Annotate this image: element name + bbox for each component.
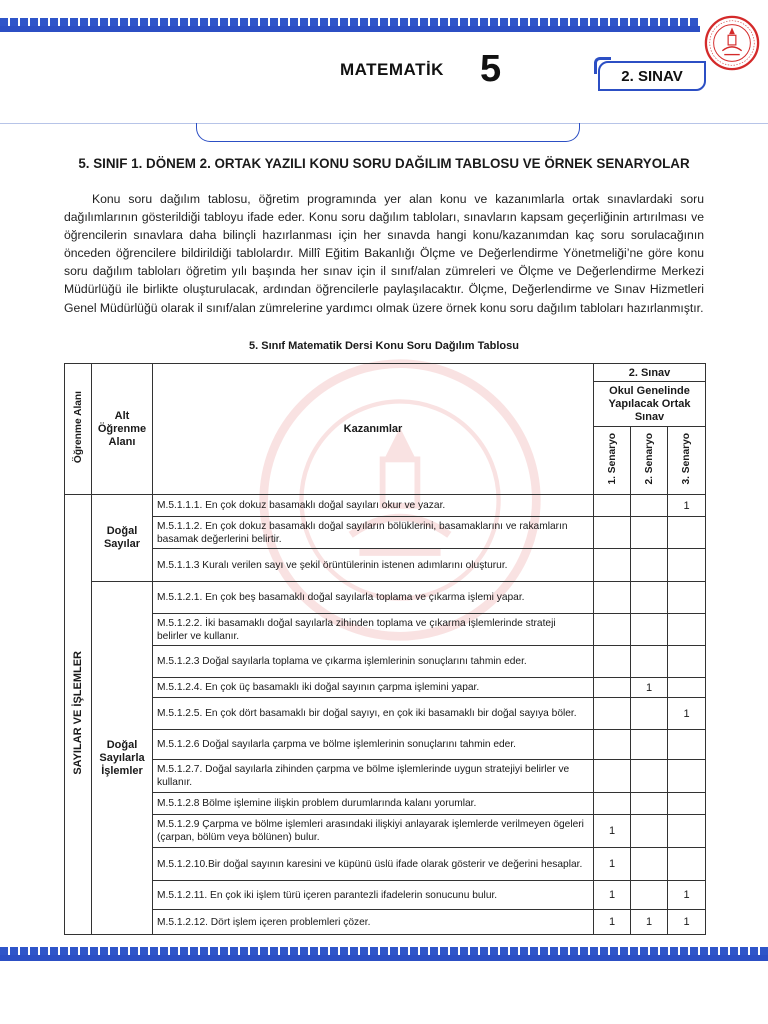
scenario-3-cell — [668, 760, 706, 793]
scenario-3-cell — [668, 815, 706, 848]
subarea-dogal-sayilarla-islemler: Doğal Sayılarla İşlemler — [92, 582, 153, 935]
header-scenario-1: 1. Senaryo — [594, 427, 631, 495]
header-exam-sub: Okul Genelinde Yapılacak Ortak Sınav — [594, 382, 706, 427]
scenario-3-cell — [668, 646, 706, 678]
scenario-3-cell — [668, 614, 706, 646]
scenario-2-cell: 1 — [631, 678, 668, 698]
header-tab-curve — [196, 123, 580, 142]
scenario-1-cell: 1 — [594, 881, 631, 910]
table-row — [65, 678, 706, 698]
scenario-1-cell: 1 — [594, 910, 631, 935]
scenario-2-cell: 1 — [631, 910, 668, 935]
scenario-2-cell — [631, 549, 668, 582]
kazanim-cell: M.5.1.2.5. En çok dört basamaklı bir doğal sayıyı, en çok iki basamaklı bir doğal sayıya böler. — [153, 698, 594, 730]
scenario-2-cell — [631, 698, 668, 730]
scenario-3-cell: 1 — [668, 495, 706, 517]
scenario-2-cell — [631, 646, 668, 678]
kazanim-cell: M.5.1.1.2. En çok dokuz basamaklı doğal sayıların bölüklerini, basamaklarını ve rakamların basamak değerlerini belirtir. — [153, 517, 594, 549]
table-row — [65, 815, 706, 848]
kazanim-cell: M.5.1.2.6 Doğal sayılarla çarpma ve bölme işlemlerinin sonuçlarını tahmin eder. — [153, 730, 594, 760]
header-scenario-3: 3. Senaryo — [668, 427, 706, 495]
scenario-1-cell — [594, 646, 631, 678]
kazanim-cell: M.5.1.2.2. İki basamaklı doğal sayılarla zihinden toplama ve çıkarma işlemlerinde strateji belirler ve kullanır. — [153, 614, 594, 646]
title-row — [0, 48, 768, 92]
table-title: 5. Sınıf Matematik Dersi Konu Soru Dağılım Tablosu — [249, 340, 519, 352]
scenario-1-cell — [594, 614, 631, 646]
table-row — [65, 549, 706, 582]
scenario-3-cell — [668, 793, 706, 815]
scenario-2-cell — [631, 815, 668, 848]
scenario-3-cell — [668, 517, 706, 549]
top-decorative-band — [0, 18, 700, 32]
kazanim-cell: M.5.1.2.1. En çok beş basamaklı doğal sayılarla toplama ve çıkarma işlemi yapar. — [153, 582, 594, 614]
table-row — [65, 848, 706, 881]
kazanim-cell: M.5.1.2.9 Çarpma ve bölme işlemleri arasındaki ilişkiyi anlayarak işlemlerde verilmeyen ögeleri (çarpan, bölüm veya bölünen) bulur. — [153, 815, 594, 848]
scenario-1-cell: 1 — [594, 848, 631, 881]
scenario-2-cell — [631, 793, 668, 815]
scenario-3-cell — [668, 848, 706, 881]
header-alt-ogrenme-alani: Alt Öğrenme Alanı — [92, 364, 153, 495]
table-row — [65, 582, 706, 614]
header-scenario-2: 2. Senaryo — [631, 427, 668, 495]
scenario-3-cell — [668, 678, 706, 698]
scenario-2-cell — [631, 495, 668, 517]
kazanim-cell: M.5.1.2.10.Bir doğal sayının karesini ve küpünü üslü ifade olarak gösterir ve değerini hesaplar. — [153, 848, 594, 881]
scenario-2-cell — [631, 881, 668, 910]
scenario-1-cell: 1 — [594, 815, 631, 848]
area-cell: SAYILAR VE İŞLEMLER — [65, 495, 92, 935]
scenario-3-cell — [668, 582, 706, 614]
header-ogrenme-alani: Öğrenme Alanı — [65, 364, 92, 495]
intro-paragraph: Konu soru dağılım tablosu, öğretim programında yer alan konu ve kazanımlarla ortak sınavlardaki soru dağılımlarının gösterildiği tabloyu ifade eder. Konu soru dağılım tabloları, sınavların kapsam geçerliğinin artırılması ve öğrencilerin sınavlara daha bilinçli hazırlanması için her sınavda hangi konu/kazanımdan kaç soru sorulacağının önceden öğrencilere bildirildiği tablolardır. Millî Eğitim Bakanlığı Ölçme ve Değerlendirme Yönetmeliği’ne göre konu soru dağılım tabloları öğretim yılı başında her sınav için il sınıf/alan zümreleri ve Ölçme ve Değerlendirme Merkezi Müdürlüğü ile birlikte oluşturulacak, ardından öğrencilerle paylaşılacaktır. Ölçme, Değerlendirme ve Sınav Hizmetleri Genel Müdürlüğü olarak il sınıf/alan zümrelerine yardımcı olmak üzere örnek konu soru dağılım tabloları hazırlanmıştır. — [64, 192, 704, 315]
page-heading: 5. SINIF 1. DÖNEM 2. ORTAK YAZILI KONU SORU DAĞILIM TABLOSU VE ÖRNEK SENARYOLAR — [78, 156, 690, 171]
header-exam: 2. Sınav — [594, 364, 706, 382]
table-row — [65, 614, 706, 646]
scenario-1-cell — [594, 730, 631, 760]
distribution-table — [64, 363, 706, 935]
scenario-2-cell — [631, 760, 668, 793]
exam-badge: 2. SINAV — [598, 61, 706, 91]
scenario-3-cell — [668, 730, 706, 760]
scenario-2-cell — [631, 848, 668, 881]
subject-title: MATEMATİK — [340, 60, 444, 79]
scenario-3-cell — [668, 549, 706, 582]
kazanim-cell: M.5.1.2.8 Bölme işlemine ilişkin problem durumlarında kalanı yorumlar. — [153, 793, 594, 815]
scenario-1-cell — [594, 517, 631, 549]
scenario-1-cell — [594, 549, 631, 582]
kazanim-cell: M.5.1.2.4. En çok üç basamaklı iki doğal sayının çarpma işlemini yapar. — [153, 678, 594, 698]
scenario-1-cell — [594, 793, 631, 815]
header-kazanimlar: Kazanımlar — [153, 364, 594, 495]
kazanim-cell: M.5.1.2.7. Doğal sayılarla zihinden çarpma ve bölme işlemlerinde uygun stratejiyi belirler ve kullanır. — [153, 760, 594, 793]
scenario-1-cell — [594, 678, 631, 698]
table-row — [65, 910, 706, 935]
scenario-2-cell — [631, 730, 668, 760]
kazanim-cell: M.5.1.2.12. Dört işlem içeren problemleri çözer. — [153, 910, 594, 935]
table-row — [65, 646, 706, 678]
scenario-3-cell: 1 — [668, 881, 706, 910]
table-row — [65, 730, 706, 760]
bottom-decorative-band — [0, 947, 768, 961]
table-row — [65, 793, 706, 815]
grade-number: 5 — [480, 48, 502, 90]
scenario-1-cell — [594, 582, 631, 614]
scenario-1-cell — [594, 760, 631, 793]
scenario-1-cell — [594, 495, 631, 517]
scenario-3-cell: 1 — [668, 698, 706, 730]
kazanim-cell: M.5.1.2.11. En çok iki işlem türü içeren parantezli ifadelerin sonucunu bulur. — [153, 881, 594, 910]
kazanim-cell: M.5.1.1.1. En çok dokuz basamaklı doğal sayıları okur ve yazar. — [153, 495, 594, 517]
subarea-dogal-sayilar: Doğal Sayılar — [92, 495, 153, 582]
scenario-2-cell — [631, 582, 668, 614]
scenario-1-cell — [594, 698, 631, 730]
kazanim-cell: M.5.1.1.3 Kuralı verilen sayı ve şekil örüntülerinin istenen adımlarını oluşturur. — [153, 549, 594, 582]
table-row — [65, 760, 706, 793]
scenario-2-cell — [631, 517, 668, 549]
scenario-3-cell: 1 — [668, 910, 706, 935]
table-row — [65, 881, 706, 910]
table-row — [65, 495, 706, 517]
scenario-2-cell — [631, 614, 668, 646]
table-row — [65, 517, 706, 549]
table-row — [65, 698, 706, 730]
kazanim-cell: M.5.1.2.3 Doğal sayılarla toplama ve çıkarma işlemlerinin sonuçlarını tahmin eder. — [153, 646, 594, 678]
